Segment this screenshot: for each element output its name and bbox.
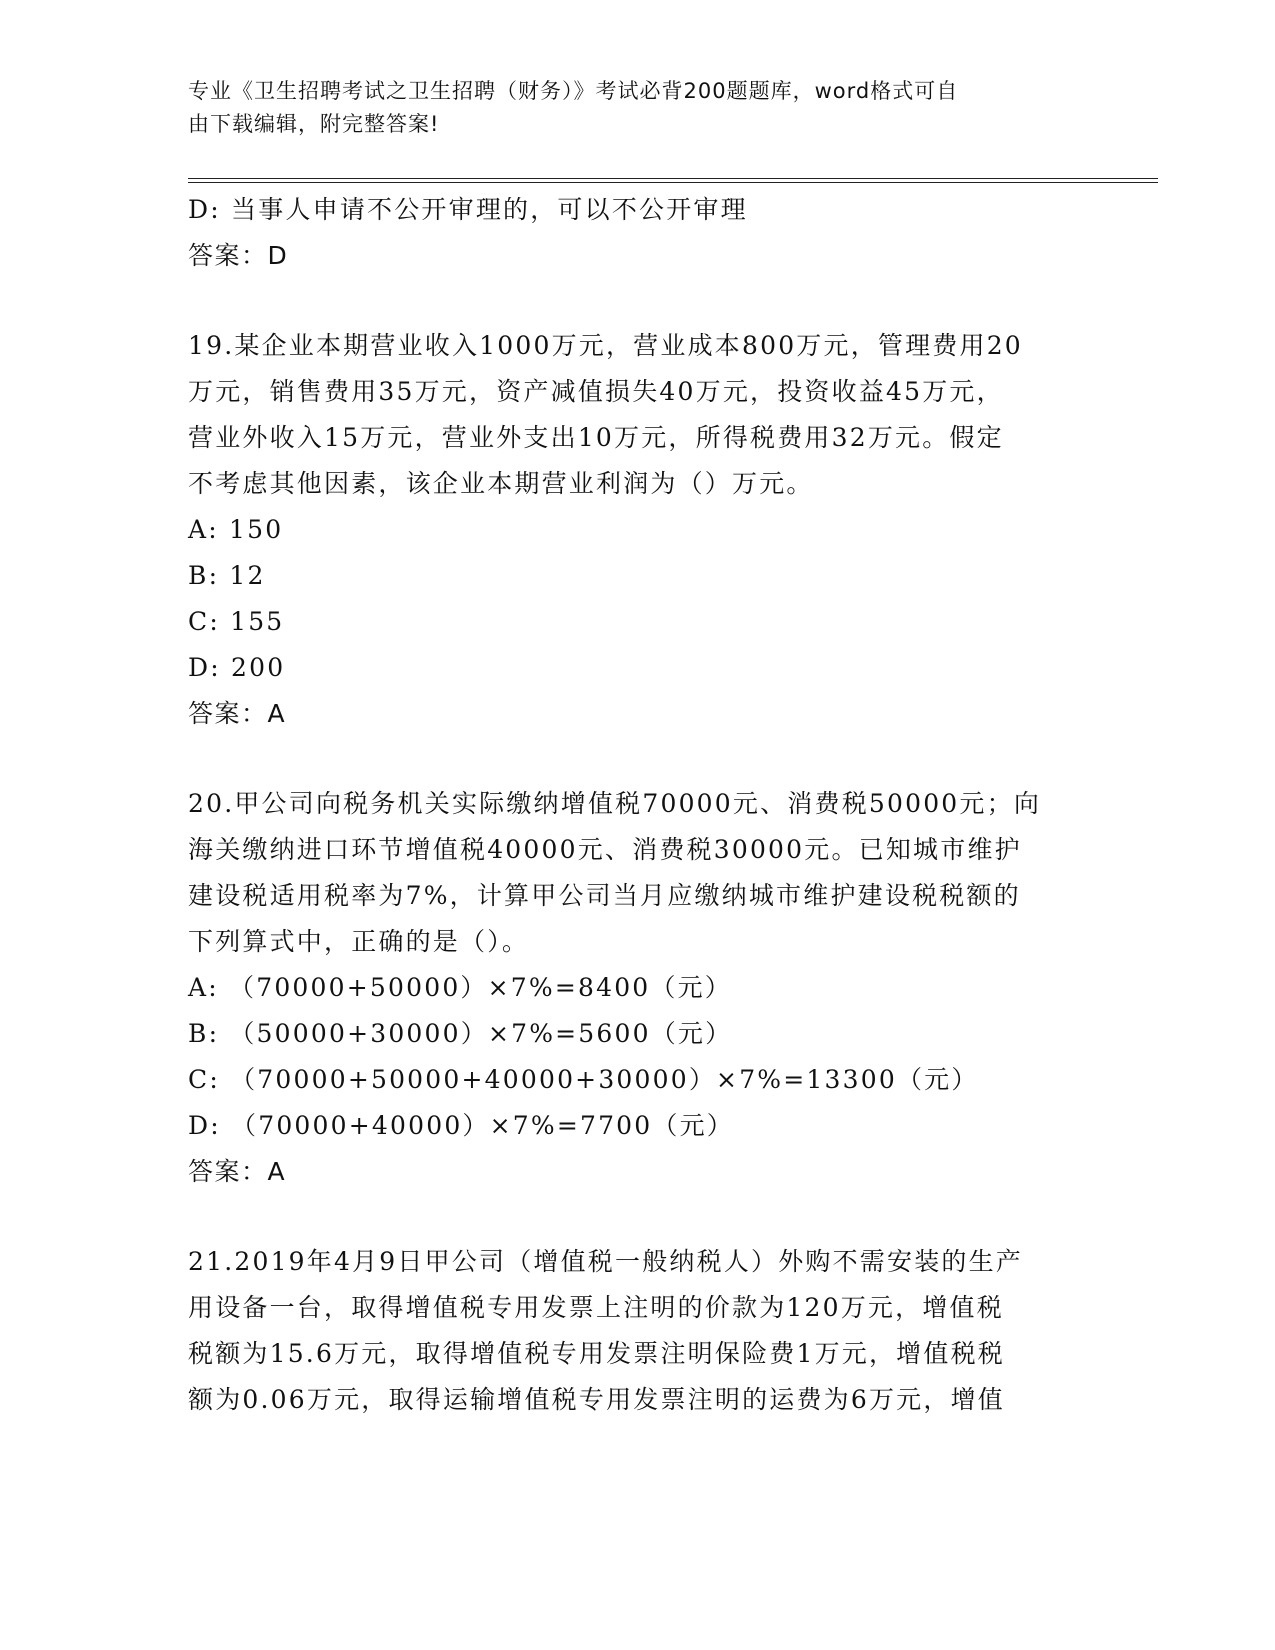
question-stem-line: 海关缴纳进口环节增值税40000元、消费税30000元。已知城市维护 (188, 835, 1022, 864)
question-stem-line: 下列算式中，正确的是（）。 (188, 927, 530, 956)
header-line-2: 由下载编辑，附完整答案! (188, 112, 440, 136)
option-d: D: 当事人申请不公开审理的，可以不公开审理 (188, 195, 748, 224)
question-21 (188, 1239, 1088, 1423)
document-body (188, 187, 1088, 1423)
header-divider (188, 178, 1158, 183)
question-stem-line: 额为0.06万元，取得运输增值税专用发票注明的运费为6万元，增值 (188, 1385, 1005, 1414)
option-a: A: 150 (188, 515, 284, 544)
question-stem-line: 营业外收入15万元，营业外支出10万元，所得税费用32万元。假定 (188, 423, 1004, 452)
question-stem-line: 21.2019年4月9日甲公司（增值税一般纳税人）外购不需安装的生产 (188, 1247, 1023, 1276)
option-d: D: 200 (188, 653, 286, 682)
question-stem-line: 20.甲公司向税务机关实际缴纳增值税70000元、消费税50000元；向 (188, 789, 1042, 818)
option-d: D: （70000+40000）×7%=7700（元） (188, 1111, 734, 1140)
answer-line: 答案：A (188, 1157, 287, 1186)
option-c: C: （70000+50000+40000+30000）×7%=13300（元） (188, 1065, 979, 1094)
question-19 (188, 323, 1088, 737)
answer-line: 答案：A (188, 699, 287, 728)
spacer (188, 737, 1088, 781)
question-stem-line: 用设备一台，取得增值税专用发票上注明的价款为120万元，增值税 (188, 1293, 1004, 1322)
answer-line: 答案：D (188, 241, 289, 270)
option-b: B: （50000+30000）×7%=5600（元） (188, 1019, 733, 1048)
spacer (188, 279, 1088, 323)
option-b: B: 12 (188, 561, 266, 590)
question-stem-line: 不考虑其他因素，该企业本期营业利润为（）万元。 (188, 469, 814, 498)
question-20 (188, 781, 1088, 1195)
question-stem-line: 税额为15.6万元，取得增值税专用发票注明保险费1万元，增值税税 (188, 1339, 1005, 1368)
page-header (188, 75, 1088, 141)
header-line-1: 专业《卫生招聘考试之卫生招聘（财务）》考试必背200题题库，word格式可自 (188, 79, 959, 103)
question-stem-line: 建设税适用税率为7%，计算甲公司当月应缴纳城市维护建设税税额的 (188, 881, 1021, 910)
question-stem-line: 19.某企业本期营业收入1000万元，营业成本800万元，管理费用20 (188, 331, 1023, 360)
spacer (188, 1195, 1088, 1239)
prev-question (188, 187, 1088, 279)
option-a: A: （70000+50000）×7%=8400（元） (188, 973, 733, 1002)
question-stem-line: 万元，销售费用35万元，资产减值损失40万元，投资收益45万元， (188, 377, 1004, 406)
option-c: C: 155 (188, 607, 285, 636)
